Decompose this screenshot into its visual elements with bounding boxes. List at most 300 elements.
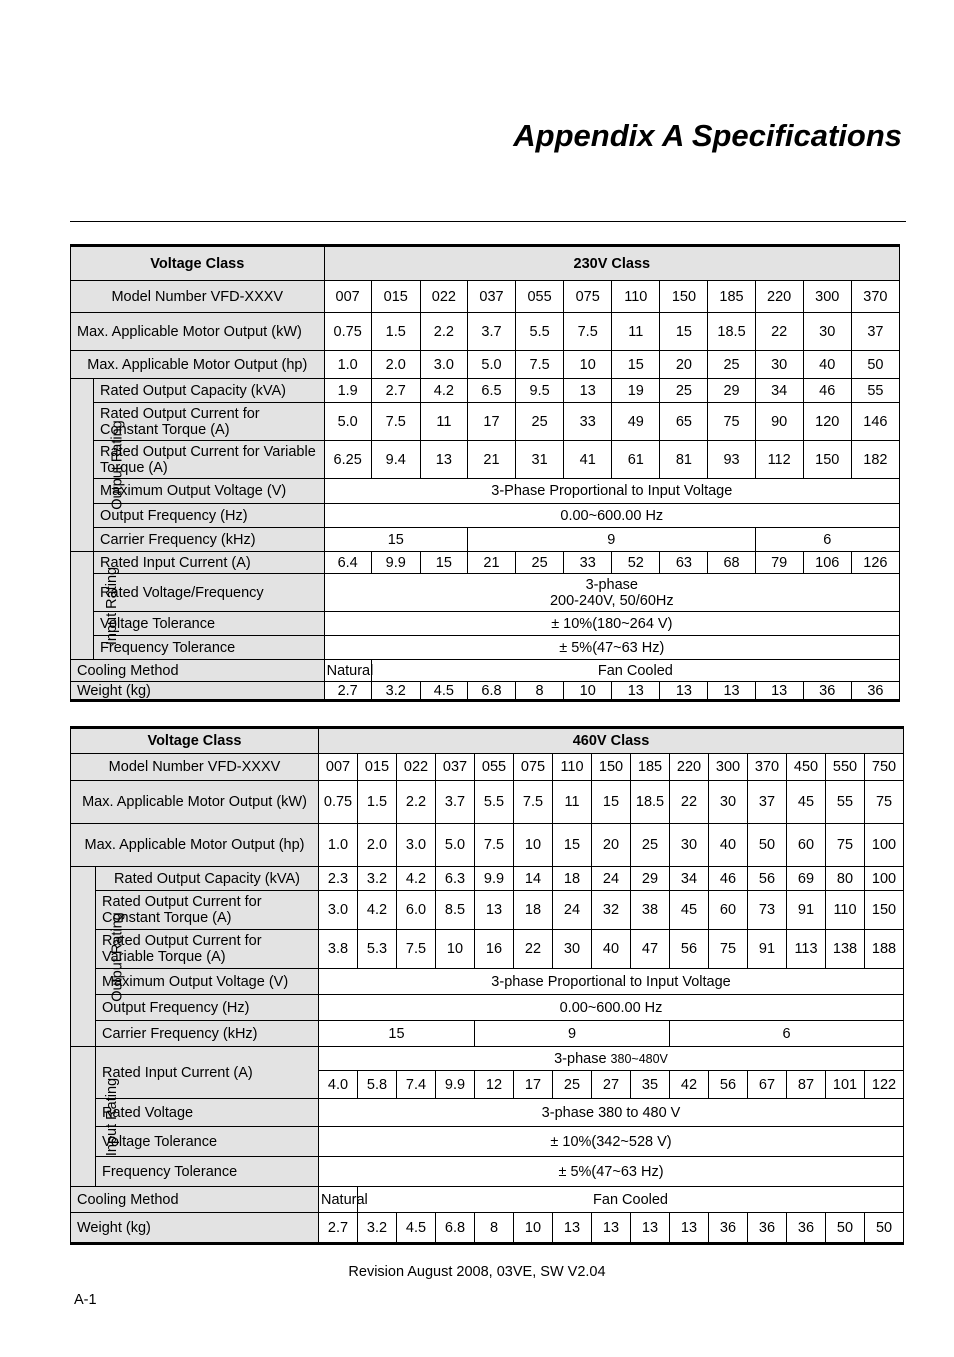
kw-cell: 37	[851, 313, 899, 351]
weight-cell: 3.2	[358, 1213, 397, 1244]
kva-cell: 29	[631, 867, 670, 891]
weight-row	[71, 1213, 904, 1244]
weight-cell: 13	[708, 682, 755, 701]
maxv-label: Maximum Output Voltage (V)	[94, 479, 325, 504]
incur-cell: 12	[475, 1071, 514, 1099]
ct-cell: 17	[467, 403, 515, 441]
hp-cell: 10	[514, 824, 553, 867]
kva-cell: 9.9	[475, 867, 514, 891]
ct-cell: 32	[592, 891, 631, 930]
models-cell: 022	[397, 754, 436, 781]
input-current-header-range: 380~480V	[610, 1051, 668, 1066]
incur-cell: 67	[748, 1071, 787, 1099]
hp-cell: 1.0	[319, 824, 358, 867]
vt-cell: 61	[612, 441, 660, 479]
hp-cell: 25	[631, 824, 670, 867]
cooling-natural: Natural	[319, 1187, 358, 1213]
incur-cell: 9.9	[371, 552, 420, 574]
kw-cell: 75	[865, 781, 904, 824]
kw-cell: 30	[803, 313, 851, 351]
hp-cell: 15	[612, 351, 660, 379]
kw-cell: 5.5	[516, 313, 564, 351]
hp-cell: 15	[553, 824, 592, 867]
ct-cell: 146	[851, 403, 899, 441]
hp-cell: 40	[709, 824, 748, 867]
vt-cell: 81	[660, 441, 708, 479]
weight-cell: 2.7	[324, 682, 371, 701]
incur-cell: 4.0	[319, 1071, 358, 1099]
carrier-label: Carrier Frequency (kHz)	[96, 1021, 319, 1047]
models-cell: 370	[851, 281, 899, 313]
hp-cell: 50	[851, 351, 899, 379]
ct-cell: 33	[564, 403, 612, 441]
kva-cell: 55	[851, 379, 899, 403]
weight-cell: 36	[803, 682, 851, 701]
carrier-value-low: 15	[319, 1021, 475, 1047]
weight-cell: 50	[826, 1213, 865, 1244]
hp-row	[71, 351, 900, 379]
weight-cell: 13	[631, 1213, 670, 1244]
ct-row	[71, 891, 904, 930]
voltage-class-label: Voltage Class	[71, 246, 325, 281]
incur-cell: 5.8	[358, 1071, 397, 1099]
kva-cell: 14	[514, 867, 553, 891]
models-cell: 022	[420, 281, 467, 313]
ct-cell: 60	[709, 891, 748, 930]
ct-cell: 25	[516, 403, 564, 441]
kva-cell: 2.3	[319, 867, 358, 891]
weight-cell: 13	[553, 1213, 592, 1244]
kw-cell: 1.5	[358, 781, 397, 824]
vt-cell: 188	[865, 930, 904, 969]
vt-cell: 91	[748, 930, 787, 969]
models-cell: 300	[803, 281, 851, 313]
incur-cell: 27	[592, 1071, 631, 1099]
kw-cell: 7.5	[564, 313, 612, 351]
ct-cell: 110	[826, 891, 865, 930]
output-rating-label: Output Rating	[109, 911, 126, 1002]
hp-cell: 40	[803, 351, 851, 379]
rv-value: 3-phase 380 to 480 V	[319, 1099, 904, 1127]
models-cell: 015	[371, 281, 420, 313]
vt-cell: 5.3	[358, 930, 397, 969]
ct-cell: 8.5	[436, 891, 475, 930]
vt-cell: 22	[514, 930, 553, 969]
weight-label: Weight (kg)	[71, 682, 325, 701]
hp-cell: 3.0	[397, 824, 436, 867]
models-cell: 055	[516, 281, 564, 313]
models-cell: 185	[631, 754, 670, 781]
ftol-label: Frequency Tolerance	[96, 1157, 319, 1187]
hp-cell: 60	[787, 824, 826, 867]
ftol-value: ± 5%(47~63 Hz)	[324, 636, 899, 660]
carrier-value-high: 6	[755, 528, 899, 552]
models-cell: 015	[358, 754, 397, 781]
output-rating-group	[71, 867, 126, 1047]
incur-cell: 7.4	[397, 1071, 436, 1099]
weight-cell: 8	[475, 1213, 514, 1244]
output-rating-label: Output Rating	[109, 420, 126, 510]
vt-cell: 7.5	[397, 930, 436, 969]
weight-cell: 4.5	[397, 1213, 436, 1244]
ct-cell: 45	[670, 891, 709, 930]
page-number: A-1	[74, 1292, 97, 1308]
hp-cell: 50	[748, 824, 787, 867]
incur-cell: 25	[553, 1071, 592, 1099]
input-current-label: Rated Input Current (A)	[96, 1047, 319, 1099]
weight-cell: 8	[516, 682, 564, 701]
vt-label: Rated Output Current for Variable Torque (A)	[94, 441, 325, 479]
spec-table-230v	[70, 244, 900, 702]
vt-cell: 16	[475, 930, 514, 969]
vtol-label: Voltage Tolerance	[94, 612, 325, 636]
input-current-header-phase: 3-phase	[554, 1050, 611, 1067]
models-cell: 110	[612, 281, 660, 313]
ct-cell: 49	[612, 403, 660, 441]
input-current-label: Rated Input Current (A)	[94, 552, 325, 574]
vt-cell: 31	[516, 441, 564, 479]
input-rating-group	[71, 552, 121, 660]
incur-cell: 68	[708, 552, 755, 574]
kw-cell: 5.5	[475, 781, 514, 824]
kw-cell: 3.7	[467, 313, 515, 351]
vt-cell: 13	[420, 441, 467, 479]
vt-cell: 113	[787, 930, 826, 969]
kw-cell: 0.75	[319, 781, 358, 824]
models-cell: 007	[319, 754, 358, 781]
weight-label: Weight (kg)	[71, 1213, 319, 1244]
vt-cell: 93	[708, 441, 755, 479]
weight-cell: 36	[787, 1213, 826, 1244]
ct-cell: 120	[803, 403, 851, 441]
vt-cell: 112	[755, 441, 803, 479]
weight-cell: 36	[851, 682, 899, 701]
kva-cell: 13	[564, 379, 612, 403]
kw-cell: 18.5	[631, 781, 670, 824]
vt-row	[71, 930, 904, 969]
ct-cell: 91	[787, 891, 826, 930]
kw-cell: 7.5	[514, 781, 553, 824]
kva-cell: 46	[803, 379, 851, 403]
kva-cell: 18	[553, 867, 592, 891]
page-title: Appendix A Specifications	[513, 118, 902, 153]
incur-cell: 25	[516, 552, 564, 574]
kw-cell: 15	[660, 313, 708, 351]
kva-cell: 46	[709, 867, 748, 891]
models-cell: 150	[660, 281, 708, 313]
vt-cell: 3.8	[319, 930, 358, 969]
hp-label: Max. Applicable Motor Output (hp)	[71, 824, 319, 867]
models-cell: 110	[553, 754, 592, 781]
ct-label: Rated Output Current for Constant Torque (A)	[94, 403, 325, 441]
kw-cell: 15	[592, 781, 631, 824]
kw-cell: 22	[755, 313, 803, 351]
hp-cell: 1.0	[324, 351, 371, 379]
models-cell: 220	[670, 754, 709, 781]
kva-cell: 4.2	[420, 379, 467, 403]
incur-cell: 21	[467, 552, 515, 574]
kw-cell: 22	[670, 781, 709, 824]
kva-cell: 24	[592, 867, 631, 891]
kva-cell: 25	[660, 379, 708, 403]
header-rule	[70, 221, 906, 222]
vf-label: Rated Voltage/Frequency	[94, 574, 325, 612]
vt-cell: 40	[592, 930, 631, 969]
vtol-label: Voltage Tolerance	[96, 1127, 319, 1157]
vt-row	[71, 441, 900, 479]
ct-cell: 13	[475, 891, 514, 930]
input-rating-label: Input Rating	[104, 566, 121, 645]
ct-cell: 150	[865, 891, 904, 930]
ct-cell: 38	[631, 891, 670, 930]
ct-cell: 3.0	[319, 891, 358, 930]
kw-row	[71, 781, 904, 824]
model-row	[71, 281, 900, 313]
hp-cell: 3.0	[420, 351, 467, 379]
vt-cell: 9.4	[371, 441, 420, 479]
kva-cell: 3.2	[358, 867, 397, 891]
kw-cell: 11	[612, 313, 660, 351]
rv-label: Rated Voltage	[96, 1099, 319, 1127]
freq-label: Output Frequency (Hz)	[96, 995, 319, 1021]
vt-cell: 10	[436, 930, 475, 969]
ftol-label: Frequency Tolerance	[94, 636, 325, 660]
models-cell: 055	[475, 754, 514, 781]
ct-cell: 6.0	[397, 891, 436, 930]
ct-cell: 65	[660, 403, 708, 441]
hp-cell: 2.0	[358, 824, 397, 867]
hp-cell: 5.0	[436, 824, 475, 867]
weight-cell: 13	[592, 1213, 631, 1244]
ct-cell: 5.0	[324, 403, 371, 441]
hp-cell: 75	[826, 824, 865, 867]
kw-label: Max. Applicable Motor Output (kW)	[71, 313, 325, 351]
models-cell: 370	[748, 754, 787, 781]
kva-row	[71, 867, 904, 891]
weight-cell: 36	[748, 1213, 787, 1244]
freq-value: 0.00~600.00 Hz	[324, 504, 899, 528]
weight-cell: 3.2	[371, 682, 420, 701]
weight-cell: 13	[660, 682, 708, 701]
models-cell: 007	[324, 281, 371, 313]
kva-row	[71, 379, 900, 403]
hp-row	[71, 824, 904, 867]
vt-cell: 182	[851, 441, 899, 479]
vt-cell: 138	[826, 930, 865, 969]
incur-cell: 106	[803, 552, 851, 574]
kw-cell: 2.2	[420, 313, 467, 351]
incur-cell: 33	[564, 552, 612, 574]
hp-cell: 30	[670, 824, 709, 867]
weight-cell: 36	[709, 1213, 748, 1244]
ct-cell: 4.2	[358, 891, 397, 930]
vf-line-2: 200-240V, 50/60Hz	[549, 592, 674, 609]
models-cell: 037	[467, 281, 515, 313]
kva-cell: 100	[865, 867, 904, 891]
cooling-fan: Fan Cooled	[358, 1187, 904, 1213]
vtol-value: ± 10%(342~528 V)	[319, 1127, 904, 1157]
kw-cell: 55	[826, 781, 865, 824]
output-rating-group	[71, 379, 126, 552]
input-current-row	[71, 552, 900, 574]
vtol-value: ± 10%(180~264 V)	[324, 612, 899, 636]
carrier-value-low: 15	[324, 528, 467, 552]
models-cell: 075	[514, 754, 553, 781]
hp-cell: 25	[708, 351, 755, 379]
hp-cell: 20	[660, 351, 708, 379]
vt-cell: 41	[564, 441, 612, 479]
kva-cell: 19	[612, 379, 660, 403]
hp-cell: 7.5	[475, 824, 514, 867]
freq-label: Output Frequency (Hz)	[94, 504, 325, 528]
kva-cell: 6.5	[467, 379, 515, 403]
hp-cell: 30	[755, 351, 803, 379]
input-rating-group	[71, 1047, 121, 1187]
ct-row	[71, 403, 900, 441]
kw-cell: 0.75	[324, 313, 371, 351]
incur-cell: 63	[660, 552, 708, 574]
model-label: Model Number VFD-XXXV	[71, 281, 325, 313]
weight-cell: 13	[612, 682, 660, 701]
models-cell: 750	[865, 754, 904, 781]
models-cell: 037	[436, 754, 475, 781]
maxv-value: 3-Phase Proportional to Input Voltage	[324, 479, 899, 504]
kva-cell: 69	[787, 867, 826, 891]
input-rating-label: Input Rating	[104, 1077, 121, 1156]
kva-label: Rated Output Capacity (kVA)	[96, 867, 319, 891]
cooling-label: Cooling Method	[71, 1187, 319, 1213]
hp-cell: 20	[592, 824, 631, 867]
incur-cell: 42	[670, 1071, 709, 1099]
voltage-class-value: 460V Class	[319, 728, 904, 754]
kw-label: Max. Applicable Motor Output (kW)	[71, 781, 319, 824]
weight-cell: 13	[755, 682, 803, 701]
vt-cell: 150	[803, 441, 851, 479]
spec-table-460v	[70, 726, 904, 1245]
ct-label: Rated Output Current for Constant Torque (A)	[96, 891, 319, 930]
vt-cell: 6.25	[324, 441, 371, 479]
hp-cell: 10	[564, 351, 612, 379]
kva-label: Rated Output Capacity (kVA)	[94, 379, 325, 403]
ct-cell: 73	[748, 891, 787, 930]
models-cell: 075	[564, 281, 612, 313]
vt-cell: 47	[631, 930, 670, 969]
weight-row	[71, 682, 900, 701]
footer-revision: Revision August 2008, 03VE, SW V2.04	[348, 1264, 606, 1280]
kw-cell: 11	[553, 781, 592, 824]
weight-cell: 4.5	[420, 682, 467, 701]
kva-cell: 34	[755, 379, 803, 403]
hp-cell: 100	[865, 824, 904, 867]
ct-cell: 11	[420, 403, 467, 441]
incur-cell: 6.4	[324, 552, 371, 574]
ct-cell: 24	[553, 891, 592, 930]
incur-cell: 126	[851, 552, 899, 574]
weight-cell: 10	[564, 682, 612, 701]
ct-cell: 90	[755, 403, 803, 441]
models-cell: 300	[709, 754, 748, 781]
cooling-label: Cooling Method	[71, 660, 325, 682]
incur-cell: 15	[420, 552, 467, 574]
vt-label: Rated Output Current for Variable Torque (A)	[96, 930, 319, 969]
models-cell: 550	[826, 754, 865, 781]
ftol-value: ± 5%(47~63 Hz)	[319, 1157, 904, 1187]
hp-label: Max. Applicable Motor Output (hp)	[71, 351, 325, 379]
vf-line-1: 3-phase	[585, 576, 638, 593]
kva-cell: 6.3	[436, 867, 475, 891]
ct-cell: 7.5	[371, 403, 420, 441]
incur-cell: 9.9	[436, 1071, 475, 1099]
input-current-header	[319, 1047, 904, 1071]
vt-cell: 56	[670, 930, 709, 969]
freq-value: 0.00~600.00 Hz	[319, 995, 904, 1021]
kva-cell: 56	[748, 867, 787, 891]
weight-cell: 2.7	[319, 1213, 358, 1244]
kva-cell: 80	[826, 867, 865, 891]
kva-cell: 29	[708, 379, 755, 403]
kw-cell: 3.7	[436, 781, 475, 824]
model-label: Model Number VFD-XXXV	[71, 754, 319, 781]
cooling-natural: Natural	[324, 660, 371, 682]
hp-cell: 7.5	[516, 351, 564, 379]
models-cell: 185	[708, 281, 755, 313]
kw-cell: 37	[748, 781, 787, 824]
ct-cell: 18	[514, 891, 553, 930]
weight-cell: 50	[865, 1213, 904, 1244]
kw-cell: 2.2	[397, 781, 436, 824]
weight-cell: 10	[514, 1213, 553, 1244]
vf-value	[324, 574, 899, 612]
weight-cell: 13	[670, 1213, 709, 1244]
incur-cell: 56	[709, 1071, 748, 1099]
vt-cell: 75	[709, 930, 748, 969]
kw-row	[71, 313, 900, 351]
kva-cell: 2.7	[371, 379, 420, 403]
voltage-class-value: 230V Class	[324, 246, 899, 281]
kw-cell: 30	[709, 781, 748, 824]
incur-cell: 17	[514, 1071, 553, 1099]
models-cell: 220	[755, 281, 803, 313]
maxv-label: Maximum Output Voltage (V)	[96, 969, 319, 995]
kw-cell: 18.5	[708, 313, 755, 351]
kw-cell: 45	[787, 781, 826, 824]
maxv-value: 3-phase Proportional to Input Voltage	[319, 969, 904, 995]
carrier-value-mid: 9	[467, 528, 755, 552]
ct-cell: 75	[708, 403, 755, 441]
incur-cell: 101	[826, 1071, 865, 1099]
kva-cell: 9.5	[516, 379, 564, 403]
vt-cell: 21	[467, 441, 515, 479]
incur-cell: 35	[631, 1071, 670, 1099]
incur-cell: 52	[612, 552, 660, 574]
carrier-value-mid: 9	[475, 1021, 670, 1047]
hp-cell: 2.0	[371, 351, 420, 379]
incur-cell: 87	[787, 1071, 826, 1099]
model-row	[71, 754, 904, 781]
incur-cell: 122	[865, 1071, 904, 1099]
weight-cell: 6.8	[436, 1213, 475, 1244]
weight-cell: 6.8	[467, 682, 515, 701]
voltage-class-label: Voltage Class	[71, 728, 319, 754]
carrier-value-high: 6	[670, 1021, 904, 1047]
kva-cell: 34	[670, 867, 709, 891]
carrier-label: Carrier Frequency (kHz)	[94, 528, 325, 552]
models-cell: 450	[787, 754, 826, 781]
models-cell: 150	[592, 754, 631, 781]
kva-cell: 4.2	[397, 867, 436, 891]
kw-cell: 1.5	[371, 313, 420, 351]
cooling-fan: Fan Cooled	[371, 660, 899, 682]
